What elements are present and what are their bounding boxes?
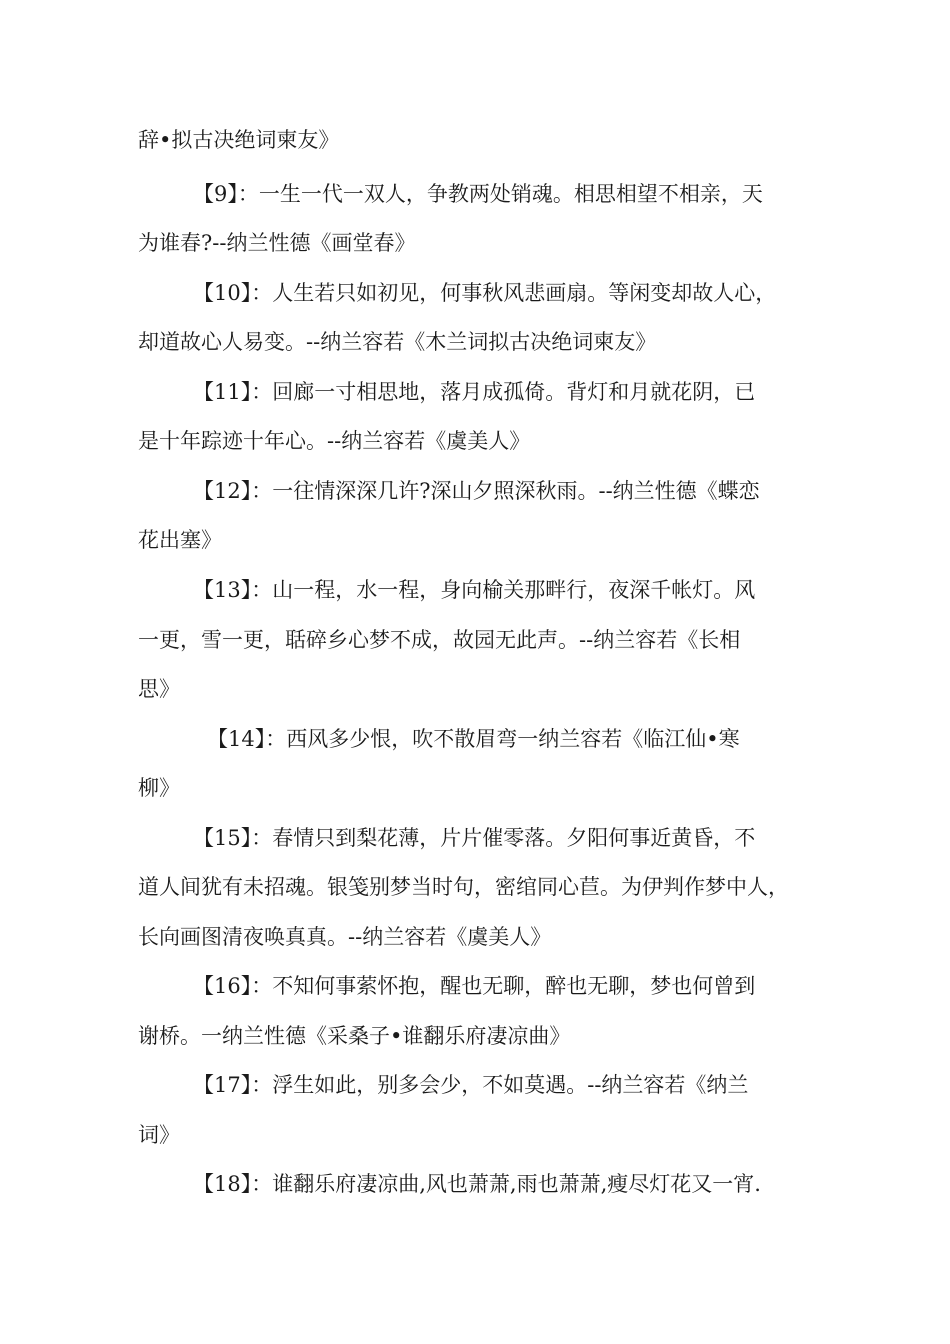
- text-line: 柳》: [138, 776, 180, 800]
- text-line: 【18】：谁翻乐府凄凉曲,风也萧萧,雨也萧萧,瘦尽灯花又一宵.: [193, 1172, 761, 1196]
- text-line: 【9】：一生一代一双人，争教两处销魂。相思相望不相亲，天: [193, 182, 763, 206]
- text-line: 是十年踪迹十年心。--纳兰容若《虞美人》: [138, 429, 531, 453]
- text-line: 道人间犹有未招魂。银笺别梦当时句，密绾同心苣。为伊判作梦中人，: [138, 875, 789, 899]
- text-line: 花出塞》: [138, 528, 222, 552]
- text-line: 谢桥。一纳兰性德《采桑子•谁翻乐府凄凉曲》: [138, 1024, 571, 1048]
- text-line: 却道故心人易变。--纳兰容若《木兰词拟古决绝词柬友》: [138, 330, 657, 354]
- text-line: 为谁春?--纳兰性德《画堂春》: [138, 231, 416, 255]
- text-line: 【17】：浮生如此，别多会少，不如莫遇。--纳兰容若《纳兰: [193, 1073, 749, 1097]
- text-line: 【11】：回廊一寸相思地，落月成孤倚。背灯和月就花阴，已: [193, 380, 756, 404]
- text-line: 一更，雪一更，聒碎乡心梦不成，故园无此声。--纳兰容若《长相: [138, 628, 741, 652]
- text-line: 【16】：不知何事萦怀抱，醒也无聊，醉也无聊，梦也何曾到: [193, 974, 756, 998]
- text-line: 辞•拟古决绝词柬友》: [138, 128, 340, 152]
- text-line: 思》: [138, 677, 180, 701]
- text-line: 【13】：山一程，水一程，身向榆关那畔行，夜深千帐灯。风: [193, 578, 756, 602]
- text-line: 【15】：春情只到梨花薄，片片催零落。夕阳何事近黄昏，不: [193, 826, 756, 850]
- text-line: 【14】：西风多少恨，吹不散眉弯一纳兰容若《临江仙•寒: [207, 727, 740, 751]
- text-line: 【10】：人生若只如初见，何事秋风悲画扇。等闲变却故人心，: [193, 281, 777, 305]
- text-line: 长向画图清夜唤真真。--纳兰容若《虞美人》: [138, 925, 552, 949]
- text-line: 【12】：一往情深深几许?深山夕照深秋雨。--纳兰性德《蝶恋: [193, 479, 760, 503]
- text-line: 词》: [138, 1123, 180, 1147]
